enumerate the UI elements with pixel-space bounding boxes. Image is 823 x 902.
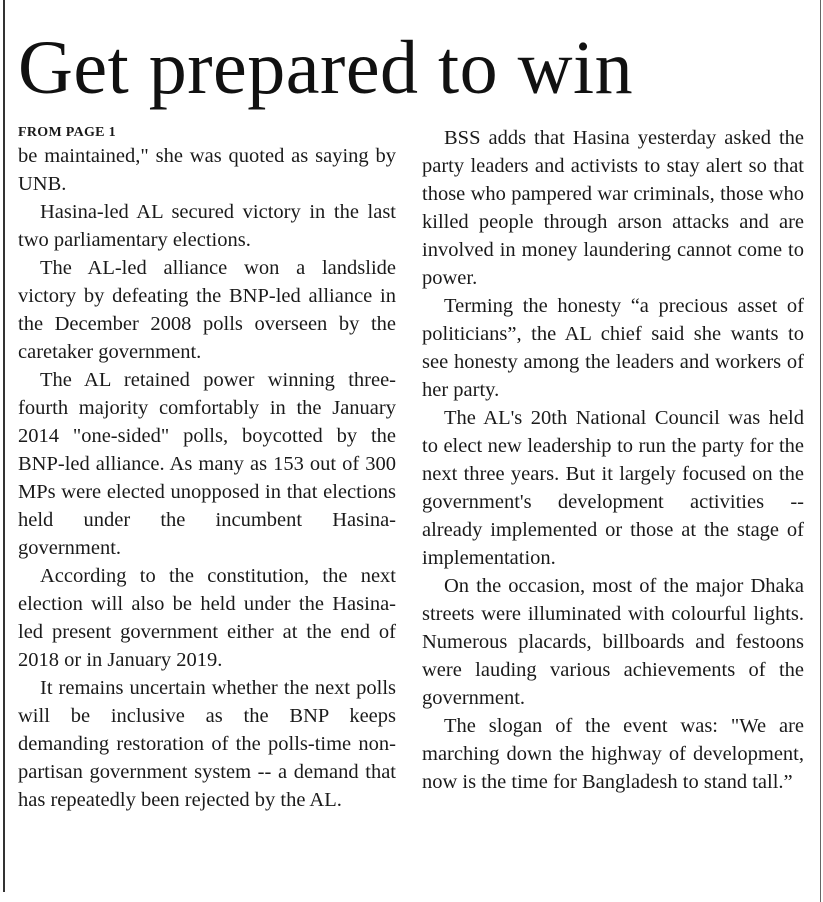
paragraph: BSS adds that Hasina yesterday asked the party leaders and activists to stay alert so that those who pampered war criminals, those who killed people through arson attacks and are involved in money laundering cannot come to power. bbox=[422, 127, 804, 289]
paragraph: The AL-led alliance won a landslide victory by defeating the BNP-led alliance in the December 2008 polls overseen by the caretaker government. bbox=[18, 257, 396, 363]
right-edge-rule bbox=[820, 0, 821, 902]
headline: Get prepared to win bbox=[18, 26, 634, 110]
paragraph: It remains uncertain whether the next polls will be inclusive as the BNP keeps demanding restoration of the polls-time non-partisan government system -- a demand that has repeatedly been rejected by the AL. bbox=[18, 677, 396, 811]
paragraph: The slogan of the event was: "We are marching down the highway of development, now is the time for Bangladesh to stand tall.” bbox=[422, 715, 804, 793]
continuation-kicker: FROM PAGE 1 bbox=[18, 125, 116, 140]
right-column bbox=[422, 124, 804, 796]
paragraph: Hasina-led AL secured victory in the last two parliamentary elections. bbox=[18, 201, 396, 251]
paragraph: According to the constitution, the next election will also be held under the Hasina-led present government either at the end of 2018 or in January 2019. bbox=[18, 565, 396, 671]
left-column-rule bbox=[3, 0, 5, 892]
paragraph: On the occasion, most of the major Dhaka streets were illuminated with colourful lights. Numerous placards, billboards and festoons were lauding various achievements of the government. bbox=[422, 575, 804, 709]
paragraph: The AL's 20th National Council was held to elect new leadership to run the party for the next three years. But it largely focused on the government's development activities -- already implemented or those at the stage of implementation. bbox=[422, 407, 804, 569]
paragraph: The AL retained power winning three-fourth majority comfortably in the January 2014 "one-sided" polls, boycotted by the BNP-led alliance. As many as 153 out of 300 MPs were elected unopposed in that elections held under the incumbent Hasina-government. bbox=[18, 369, 396, 559]
left-column bbox=[18, 124, 396, 814]
paragraph: be maintained," she was quoted as saying by UNB. bbox=[18, 145, 396, 195]
paragraph: Terming the honesty “a precious asset of politicians”, the AL chief said she wants to see honesty among the leaders and workers of her party. bbox=[422, 295, 804, 401]
